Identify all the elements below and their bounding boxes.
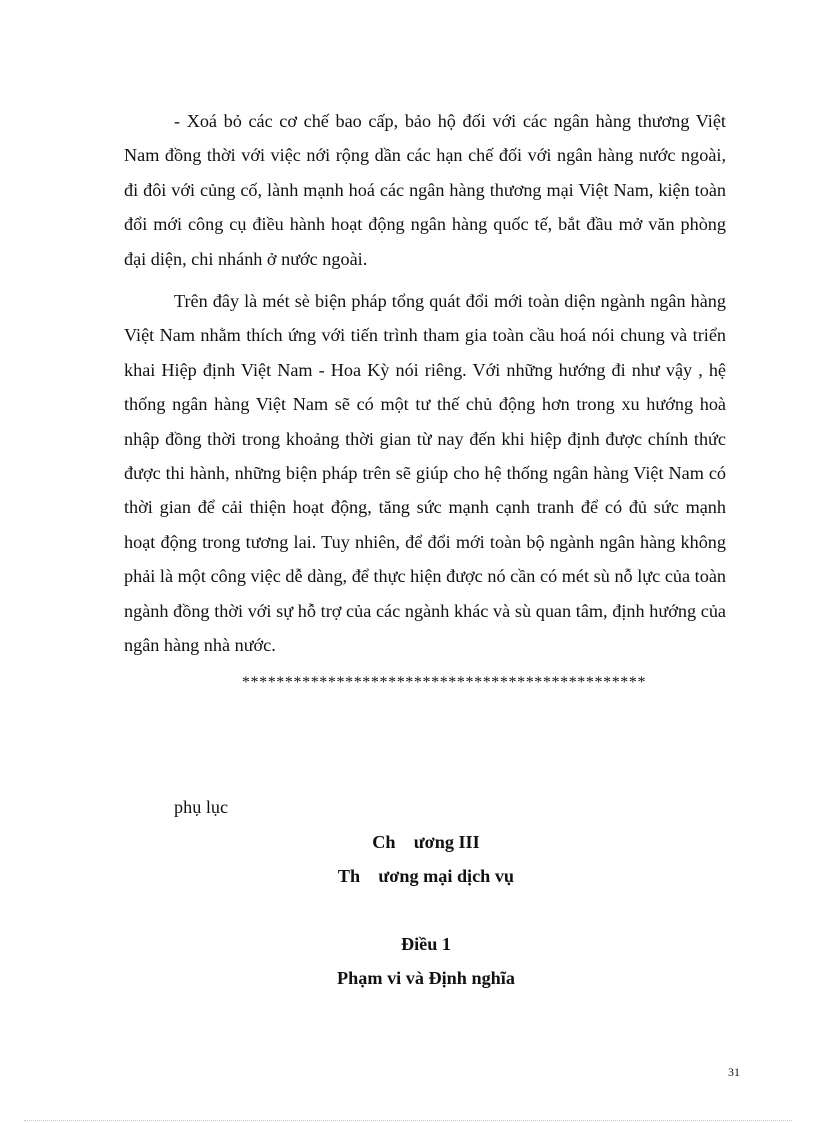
section-separator: *********************************************** xyxy=(241,674,647,691)
article-heading: Điều 1 xyxy=(400,934,451,954)
bottom-divider xyxy=(24,1120,792,1121)
appendix-label: phụ lục xyxy=(174,797,229,817)
chapter-heading: Ch ương III xyxy=(372,832,480,852)
article-title: Phạm vi và Định nghĩa xyxy=(337,968,515,988)
paragraph-summary: Trên đây là mét sè biện pháp tổng quát đổi mới toàn diện ngành ngân hàng Việt Nam nhằm thích ứng với tiến trình tham gia toàn cầu hoá nói chung và triển khai Hiệp định Việt Nam - Hoa Kỳ nói riêng. Với những hướng đi như vậy , hệ thống ngân hàng Việt Nam sẽ có một tư thế chủ động hơn trong xu hướng hoà nhập đồng thời trong khoảng thời gian từ nay đến khi hiệp định được chính thức được thi hành, những biện pháp trên sẽ giúp cho hệ thống ngân hàng Việt Nam có thời gian để cải thiện hoạt động, tăng sức mạnh cạnh tranh để có đủ sức mạnh hoạt động trong tương lai. Tuy nhiên, để đổi mới toàn bộ ngành ngân hàng không phải là một công việc dễ dàng, để thực hiện được nó cần có mét sù nỗ lực của toàn ngành đồng thời với sự hỗ trợ của các ngành khác và sù quan tâm, định hướng của ngân hàng nhà nước. xyxy=(124,291,726,656)
page-number: 31 xyxy=(728,1065,740,1079)
body-text xyxy=(124,104,726,663)
paragraph-banking-reform: - Xoá bỏ các cơ chế bao cấp, bảo hộ đối với các ngân hàng thương Việt Nam đồng thời với việc nới rộng dần các hạn chế đối với ngân hàng nước ngoài, đi đôi với củng cố, lành mạnh hoá các ngân hàng thương mại Việt Nam, kiện toàn đổi mới công cụ điều hành hoạt động ngân hàng quốc tế, bắt đầu mở văn phòng đại diện, chi nhánh ở nước ngoài. xyxy=(124,111,726,269)
chapter-title: Th ương mại dịch vụ xyxy=(337,866,515,886)
